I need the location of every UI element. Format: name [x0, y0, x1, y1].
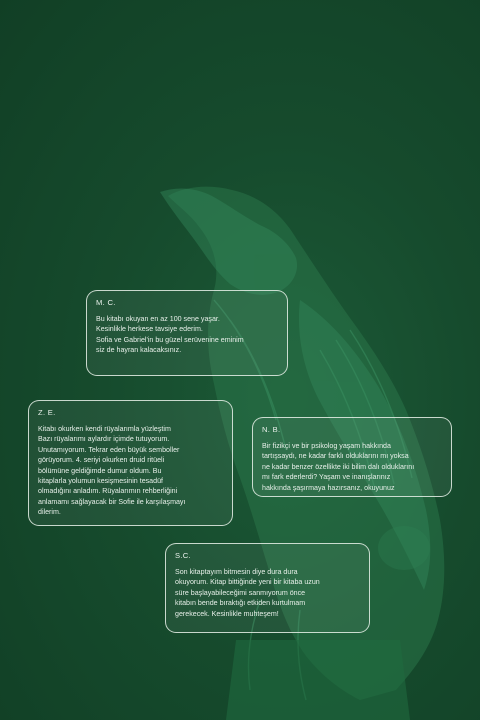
review-card-nb	[252, 417, 452, 497]
reviewer-initials: N. B.	[262, 425, 281, 434]
review-card-ze	[28, 400, 233, 526]
review-text: Kitabı okurken kendi rüyalarımla yüzleştim Bazı rüyalarımı aylardır içimde tutuyorum. Unutamıyorum. Tekrar eden büyük semboller görüyorum. 4. seriyi okurken druid ritüeli bölümüne geldiğimde dumur oldum. Bu kitaplarla yolumun kesişmesinin tesadüf olmadığını anladım. Rüyalarımın rehberliğini anlamamı sağlayacak bir Sofie ile karşılaşmayı dilerim.	[38, 425, 186, 517]
review-card-mc	[86, 290, 288, 376]
reviewer-initials: S.C.	[175, 551, 191, 560]
review-card-sc	[165, 543, 370, 633]
review-text: Son kitaptayım bitmesin diye dura dura okuyorum. Kitap bittiğinde yeni bir kitaba uzun süre başlayabileceğimi sanmıyorum önce kitabın bende bıraktığı etkiden kurtulmam gerekecek. Kesinlikle muhteşem!	[175, 568, 320, 618]
review-text: Bir fizikçi ve bir psikolog yaşam hakkında tartışsaydı, ne kadar farklı olduklarını mı yoksa ne kadar benzer özellikte iki bilim dalı olduklarını mı fark ederlerdi? Yaşam ve inanışlarınız hakkında şaşırmaya hazırsanız, okuyunuz	[262, 442, 415, 492]
reviewer-initials: Z. E.	[38, 408, 56, 417]
reviewer-initials: M. C.	[96, 298, 116, 307]
review-text: Bu kitabı okuyan en az 100 sene yaşar. Kesinlikle herkese tavsiye ederim. Sofia ve Gabriel'in bu güzel serüvenine eminim siz de hayran kalacaksınız.	[96, 315, 244, 355]
